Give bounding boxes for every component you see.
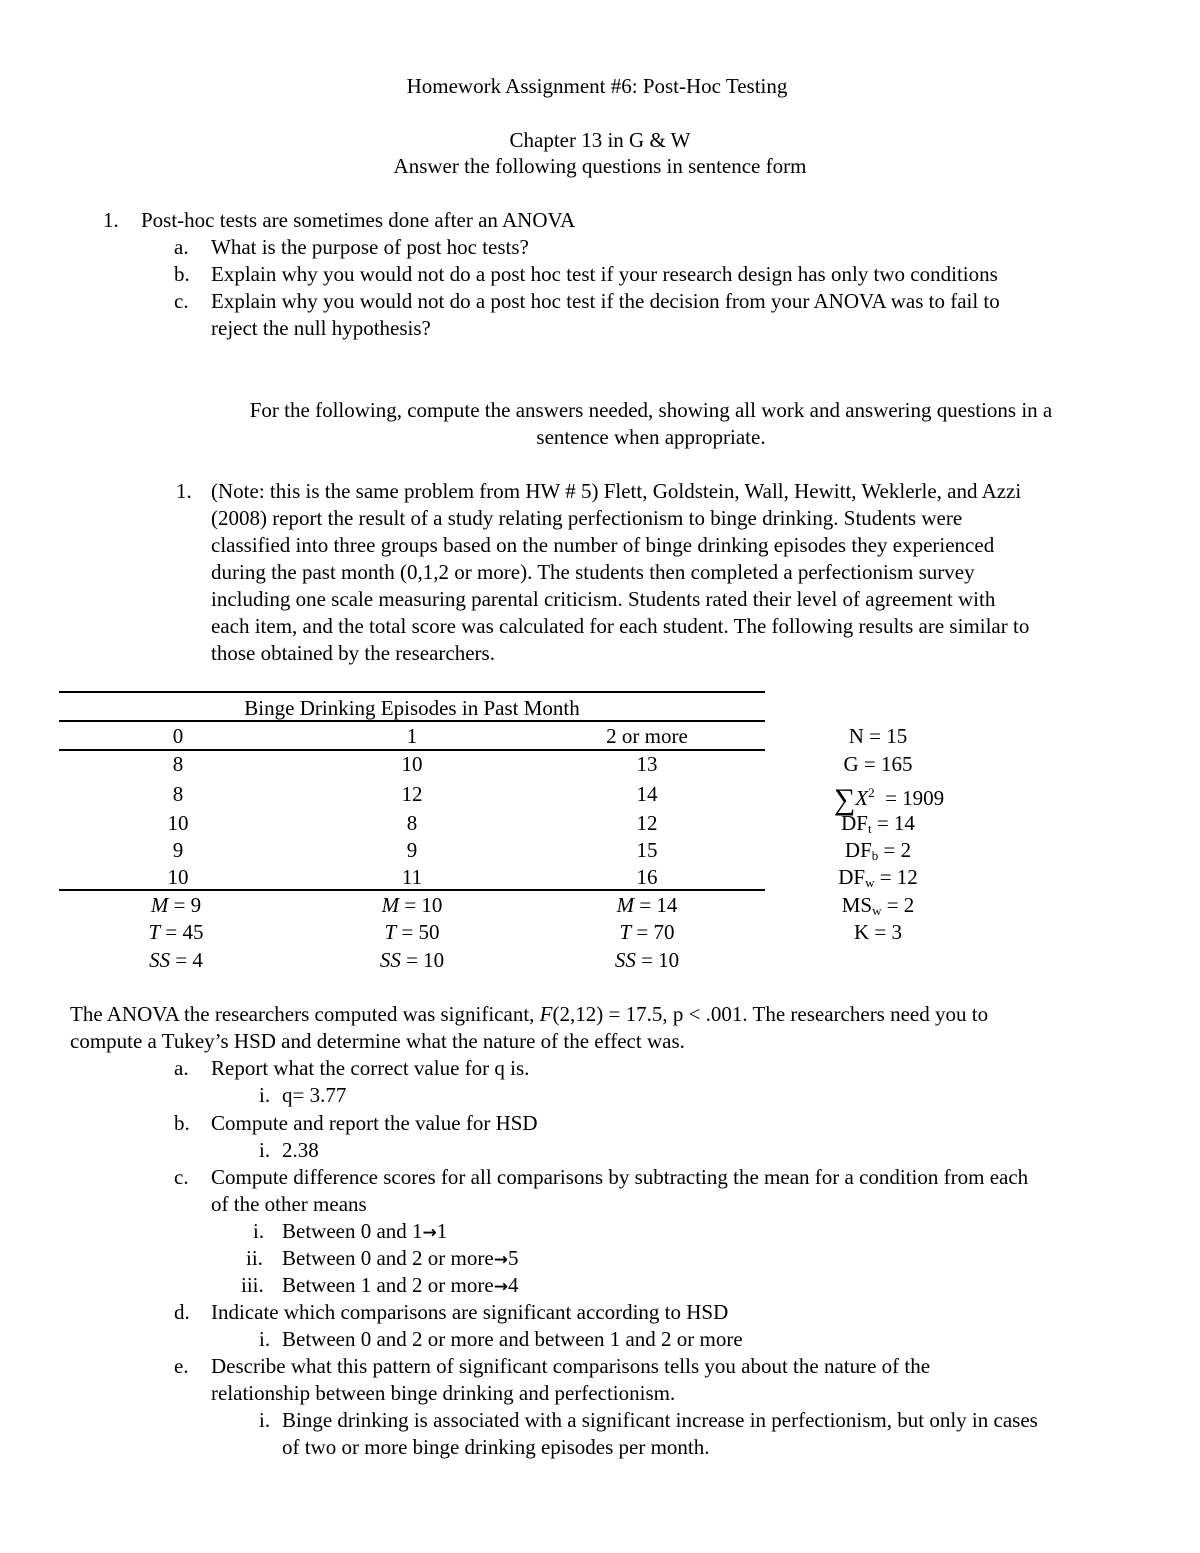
- compute-intro: sentence when appropriate.: [536, 425, 766, 449]
- problem-text: those obtained by the researchers.: [211, 641, 495, 665]
- answer-text: of two or more binge drinking episodes per month.: [282, 1435, 710, 1459]
- stat-df-total: $DF_t = 14$: [841, 811, 915, 836]
- right-arrow-icon: →: [493, 1250, 508, 1270]
- problem-text: classified into three groups based on the number of binge drinking episodes they experienced: [211, 533, 995, 557]
- answer-text: Binge drinking is associated with a significant increase in perfectionism, but only in cases: [282, 1408, 1038, 1432]
- table-cell: 10: [401, 752, 423, 776]
- ss-value: SS = 4: [149, 948, 203, 972]
- item-label: c.: [174, 1165, 189, 1189]
- table-cell: 12: [636, 811, 658, 835]
- answer-label: iii.: [241, 1273, 264, 1297]
- stat-df-within: $DF_w = 12$: [838, 865, 918, 890]
- answer-text: Between 0 and 2 or more→5: [282, 1246, 519, 1270]
- item-label: d.: [174, 1300, 190, 1324]
- stat-k: K = 3: [853, 920, 903, 944]
- answer-text: Between 1 and 2 or more→4: [282, 1273, 519, 1297]
- item-label: a.: [174, 1056, 189, 1080]
- table-caption: Binge Drinking Episodes in Past Month: [244, 696, 580, 720]
- stat-df-between: $DF_b = 2$: [844, 838, 912, 863]
- item-text: of the other means: [211, 1192, 367, 1216]
- answer-label: i.: [259, 1408, 271, 1432]
- answer-label: i.: [253, 1219, 265, 1243]
- total-value: T = 45: [148, 920, 204, 944]
- table-cell: 8: [406, 811, 418, 835]
- problem-text: (Note: this is the same problem from HW # 5) Flett, Goldstein, Wall, Hewitt, Weklerle, and Azzi: [211, 479, 1022, 503]
- item-text: Explain why you would not do a post hoc test if your research design has only two conditions: [211, 262, 998, 286]
- item-text: What is the purpose of post hoc tests?: [211, 235, 529, 259]
- item-text: Compute and report the value for HSD: [211, 1111, 538, 1135]
- item-label: b.: [174, 1111, 190, 1135]
- sigma-icon: ∑: [833, 783, 856, 816]
- table-cell: 9: [172, 838, 184, 862]
- problem-text: each item, and the total score was calculated for each student. The following results are similar to: [211, 614, 1030, 638]
- table-rule: [59, 691, 765, 693]
- answer-text: Between 0 and 1→1: [282, 1219, 448, 1243]
- right-arrow-icon: →: [422, 1223, 437, 1243]
- stat-n: N = 15: [848, 724, 908, 748]
- item-label: e.: [174, 1354, 189, 1378]
- item-label: a.: [174, 235, 189, 259]
- item-text: reject the null hypothesis?: [211, 316, 431, 340]
- answer-label: i.: [259, 1138, 271, 1162]
- table-cell: 13: [636, 752, 658, 776]
- stat-g: G = 165: [843, 752, 913, 776]
- answer-label: i.: [259, 1327, 271, 1351]
- item-label: c.: [174, 289, 189, 313]
- table-cell: 8: [172, 752, 184, 776]
- problem-text: including one scale measuring parental criticism. Students rated their level of agreement with: [211, 587, 996, 611]
- chapter-reference: Chapter 13 in G & W: [509, 128, 691, 152]
- compute-intro: For the following, compute the answers needed, showing all work and answering questions in a: [249, 398, 1053, 422]
- total-value: T = 70: [619, 920, 675, 944]
- table-cell: 10: [167, 811, 189, 835]
- item-text: Compute difference scores for all comparisons by subtracting the mean for a condition from each: [211, 1165, 1029, 1189]
- item-text: Explain why you would not do a post hoc test if the decision from your ANOVA was to fail to: [211, 289, 1000, 313]
- problem-text: (2008) report the result of a study relating perfectionism to binge drinking. Students were: [211, 506, 963, 530]
- instruction-line: Answer the following questions in sentence form: [393, 154, 807, 178]
- table-cell: 14: [636, 782, 658, 806]
- item-text: Report what the correct value for q is.: [211, 1056, 530, 1080]
- problem-text: during the past month (0,1,2 or more). The students then completed a perfectionism survey: [211, 560, 975, 584]
- total-value: T = 50: [384, 920, 440, 944]
- table-cell: 10: [167, 865, 189, 889]
- anova-result: compute a Tukey’s HSD and determine what the nature of the effect was.: [70, 1029, 685, 1053]
- item-text: Describe what this pattern of significant comparisons tells you about the nature of the: [211, 1354, 931, 1378]
- item-label: b.: [174, 262, 190, 286]
- table-cell: 9: [406, 838, 418, 862]
- table-rule: [59, 889, 765, 891]
- answer-label: ii.: [246, 1246, 263, 1270]
- column-header: 0: [172, 724, 184, 748]
- table-cell: 15: [636, 838, 658, 862]
- mean-value: M = 10: [381, 893, 443, 917]
- question-text: Post-hoc tests are sometimes done after an ANOVA: [141, 208, 576, 232]
- table-cell: 16: [636, 865, 658, 889]
- page-title: Homework Assignment #6: Post-Hoc Testing: [406, 74, 788, 98]
- mean-value: M = 9: [150, 893, 202, 917]
- mean-value: M = 14: [616, 893, 678, 917]
- ss-value: SS = 10: [614, 948, 680, 972]
- right-arrow-icon: →: [493, 1277, 508, 1297]
- column-header: 1: [406, 724, 418, 748]
- table-cell: 12: [401, 782, 423, 806]
- column-header: 2 or more: [606, 724, 688, 748]
- ss-value: SS = 10: [379, 948, 445, 972]
- stat-sum-x-squared: $\sum X^2 = 1909$: [833, 783, 945, 816]
- answer-text: q= 3.77: [282, 1083, 347, 1107]
- answer-text: Between 0 and 2 or more and between 1 and 2 or more: [282, 1327, 743, 1351]
- anova-result: The ANOVA the researchers computed was significant, F(2,12) = 17.5, p < .001. The researchers need you to: [70, 1002, 989, 1026]
- item-text: Indicate which comparisons are significant according to HSD: [211, 1300, 729, 1324]
- question-number: 1.: [103, 208, 119, 232]
- answer-text: 2.38: [282, 1138, 319, 1162]
- stat-ms-within: $MS_w = 2$: [841, 893, 915, 918]
- table-rule: [59, 720, 765, 722]
- answer-label: i.: [259, 1083, 271, 1107]
- item-text: relationship between binge drinking and perfectionism.: [211, 1381, 676, 1405]
- table-cell: 8: [172, 782, 184, 806]
- table-cell: 11: [401, 865, 423, 889]
- problem-number: 1.: [176, 479, 192, 503]
